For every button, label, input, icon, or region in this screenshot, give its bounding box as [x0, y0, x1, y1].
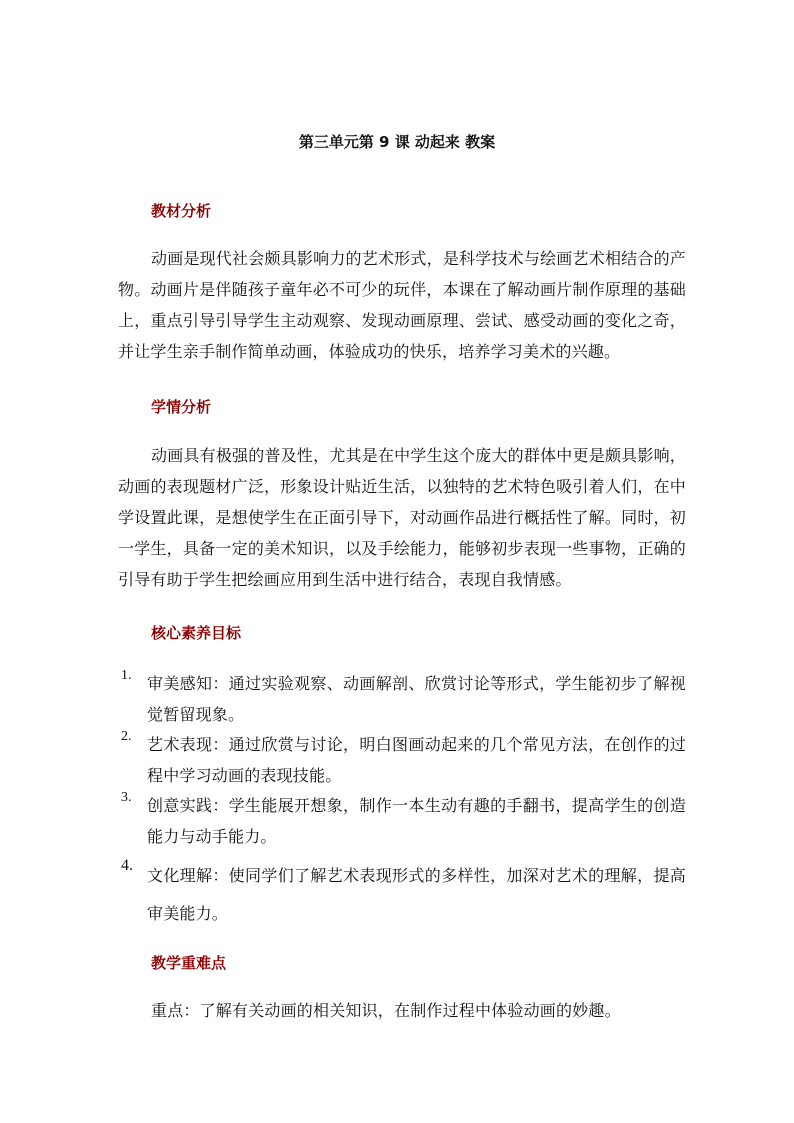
paragraph-key-points: 重点：了解有关动画的相关知识，在制作过程中体验动画的妙趣。 — [151, 1001, 621, 1020]
goal-number: 4. — [121, 857, 133, 874]
goal-number: 2. — [121, 729, 132, 744]
goal-item — [118, 857, 686, 933]
goal-number: 1. — [121, 668, 132, 683]
heading-student-analysis: 学情分析 — [151, 398, 212, 416]
document-title: 第三单元第 9 课 动起来 教案 — [298, 133, 496, 151]
goal-item — [118, 668, 686, 730]
heading-key-difficult-points: 教学重难点 — [151, 954, 227, 972]
heading-core-goals: 核心素养目标 — [151, 624, 242, 642]
paragraph-student-analysis: 动画具有极强的普及性，尤其是在中学生这个庞大的群体中更是颇具影响，动画的表现题材广泛，形象设计贴近生活，以独特的艺术特色吸引着人们，在中学设置此课，是想使学生在正面引导下，对动画作品进行概括性了解。同时，初一学生，具备一定的美术知识，以及手绘能力，能够初步表现一些事物，正确的引导有助于学生把绘画应用到生活中进行结合，表现自我情感。 — [118, 446, 686, 589]
heading-material-analysis: 教材分析 — [151, 202, 212, 220]
goal-text: 文化理解：使同学们了解艺术表现形式的多样性，加深对艺术的理解，提高审美能力。 — [147, 866, 686, 923]
goal-text: 审美感知：通过实验观察、动画解剖、欣赏讨论等形式，学生能初步了解视觉暂留现象。 — [147, 674, 686, 724]
goal-text: 艺术表现：通过欣赏与讨论，明白图画动起来的几个常见方法，在创作的过程中学习动画的表现技能。 — [147, 735, 686, 785]
paragraph-material-analysis: 动画是现代社会颇具影响力的艺术形式，是科学技术与绘画艺术相结合的产物。动画片是伴随孩子童年必不可少的玩伴，本课在了解动画片制作原理的基础上，重点引导引导学生主动观察、发现动画原理、尝试、感受动画的变化之奇，并让学生亲手制作简单动画，体验成功的快乐，培养学习美术的兴趣。 — [118, 249, 686, 361]
goal-text: 创意实践：学生能展开想象，制作一本生动有趣的手翻书，提高学生的创造能力与动手能力。 — [147, 796, 686, 846]
goal-item — [118, 790, 686, 852]
goal-number: 3. — [121, 790, 132, 805]
goal-item — [118, 729, 686, 791]
